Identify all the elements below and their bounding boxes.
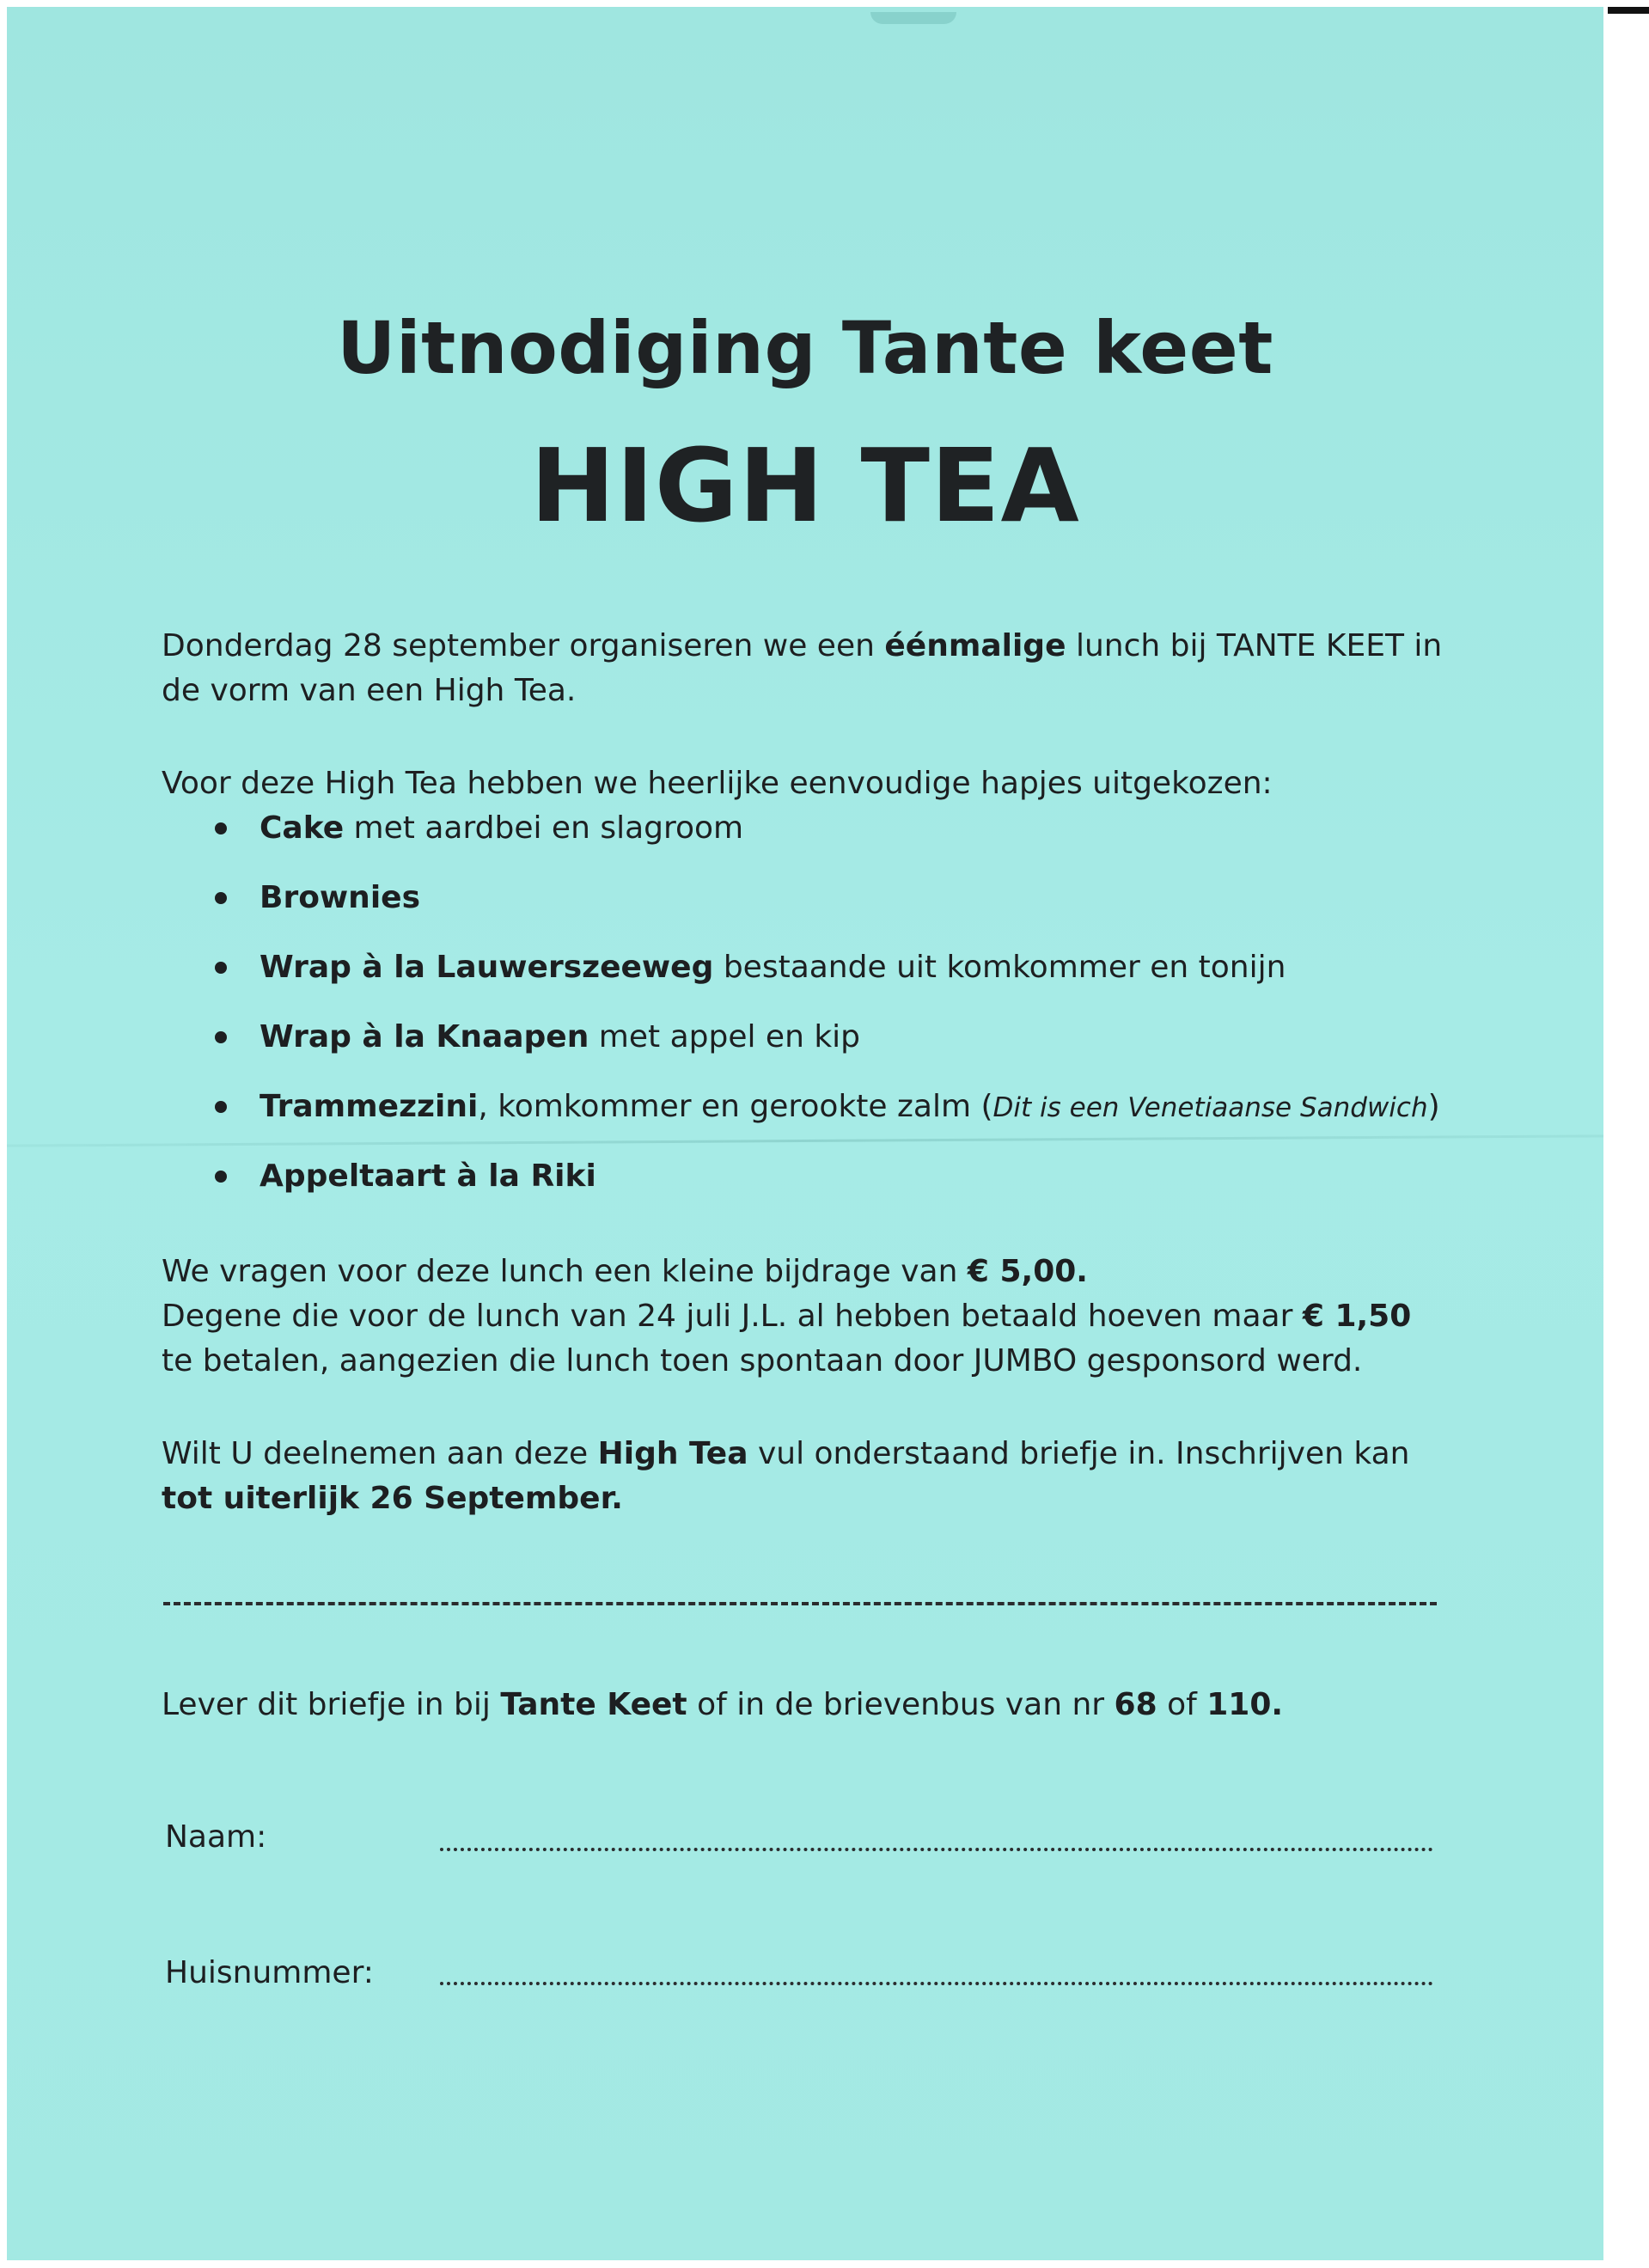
bullet-icon — [215, 892, 227, 904]
house-number-field[interactable] — [440, 1982, 1433, 1985]
deliver-text-e: of — [1157, 1687, 1207, 1722]
deliver-text-c: of in de brievenbus van nr — [687, 1687, 1115, 1722]
menu-item-name: Trammezzini — [260, 1089, 479, 1124]
cost-text-e: te betalen, aangezien die lunch toen spontaan door JUMBO gesponsord werd. — [162, 1343, 1363, 1379]
paper-tab — [870, 12, 956, 24]
menu-item-name: Appeltaart à la Riki — [260, 1158, 596, 1194]
cost-text-a: We vragen voor deze lunch een kleine bijdrage van — [162, 1254, 968, 1289]
menu-item — [205, 1015, 1493, 1085]
deliver-location: Tante Keet — [500, 1687, 687, 1722]
menu-list — [205, 806, 1493, 1224]
invitation-title: Uitnodiging Tante keet — [337, 306, 1273, 390]
intro-text-emphasis: éénmalige — [884, 628, 1066, 663]
menu-item-note: Dit is een Venetiaanse Sandwich — [992, 1092, 1428, 1123]
register-deadline: tot uiterlijk 26 September. — [162, 1481, 623, 1516]
bullet-icon — [215, 1171, 227, 1183]
deliver-text-a: Lever dit briefje in bij — [162, 1687, 501, 1722]
register-text-c: vul onderstaand briefje in. Inschrijven kan — [748, 1436, 1410, 1471]
menu-intro: Voor deze High Tea hebben we heerlijke eenvoudige hapjes uitgekozen: — [162, 766, 1273, 801]
invitation-sheet — [7, 7, 1603, 2260]
menu-item-name: Brownies — [260, 880, 420, 915]
menu-item — [205, 1154, 1493, 1224]
cost-text-c: Degene die voor de lunch van 24 juli J.L. al hebben betaald hoeven maar — [162, 1299, 1303, 1334]
delivery-paragraph — [162, 1683, 1451, 1727]
name-field[interactable] — [440, 1848, 1433, 1851]
bullet-icon — [215, 962, 227, 974]
cost-paragraph — [162, 1250, 1451, 1384]
bullet-icon — [215, 822, 227, 834]
scan-corner-mark — [1608, 7, 1649, 14]
cost-price-reduced: € 1,50 — [1302, 1299, 1412, 1334]
intro-paragraph — [162, 624, 1451, 713]
menu-item — [205, 876, 1493, 945]
menu-item-description: met appel en kip — [589, 1019, 861, 1055]
deliver-house-1: 68 — [1114, 1687, 1157, 1722]
menu-item — [205, 806, 1493, 876]
event-name: HIGH TEA — [530, 426, 1080, 545]
menu-item — [205, 945, 1493, 1015]
menu-item-name: Cake — [260, 810, 345, 846]
register-text-a: Wilt U deelnemen aan deze — [162, 1436, 598, 1471]
intro-text-a: Donderdag 28 september organiseren we een — [162, 628, 885, 663]
cut-line — [163, 1602, 1437, 1605]
intro-text-c: lunch bij TANTE KEET in de vorm van een High Tea. — [162, 628, 1443, 708]
menu-item-description: bestaande uit komkommer en tonijn — [713, 950, 1286, 985]
menu-item-description: met aardbei en slagroom — [344, 810, 744, 846]
menu-item-description: , komkommer en gerookte zalm ( — [478, 1089, 993, 1124]
name-label: Naam: — [165, 1819, 267, 1855]
registration-paragraph — [162, 1432, 1451, 1521]
cost-price-full: € 5,00. — [967, 1254, 1088, 1289]
bullet-icon — [215, 1031, 227, 1043]
house-number-label: Huisnummer: — [165, 1955, 374, 1990]
deliver-house-2: 110. — [1206, 1687, 1284, 1722]
menu-item-note-close: ) — [1427, 1089, 1440, 1124]
bullet-icon — [215, 1101, 227, 1113]
menu-item-name: Wrap à la Lauwerszeeweg — [260, 950, 714, 985]
menu-item-name: Wrap à la Knaapen — [260, 1019, 589, 1055]
register-event: High Tea — [597, 1436, 748, 1471]
menu-item — [205, 1085, 1493, 1154]
